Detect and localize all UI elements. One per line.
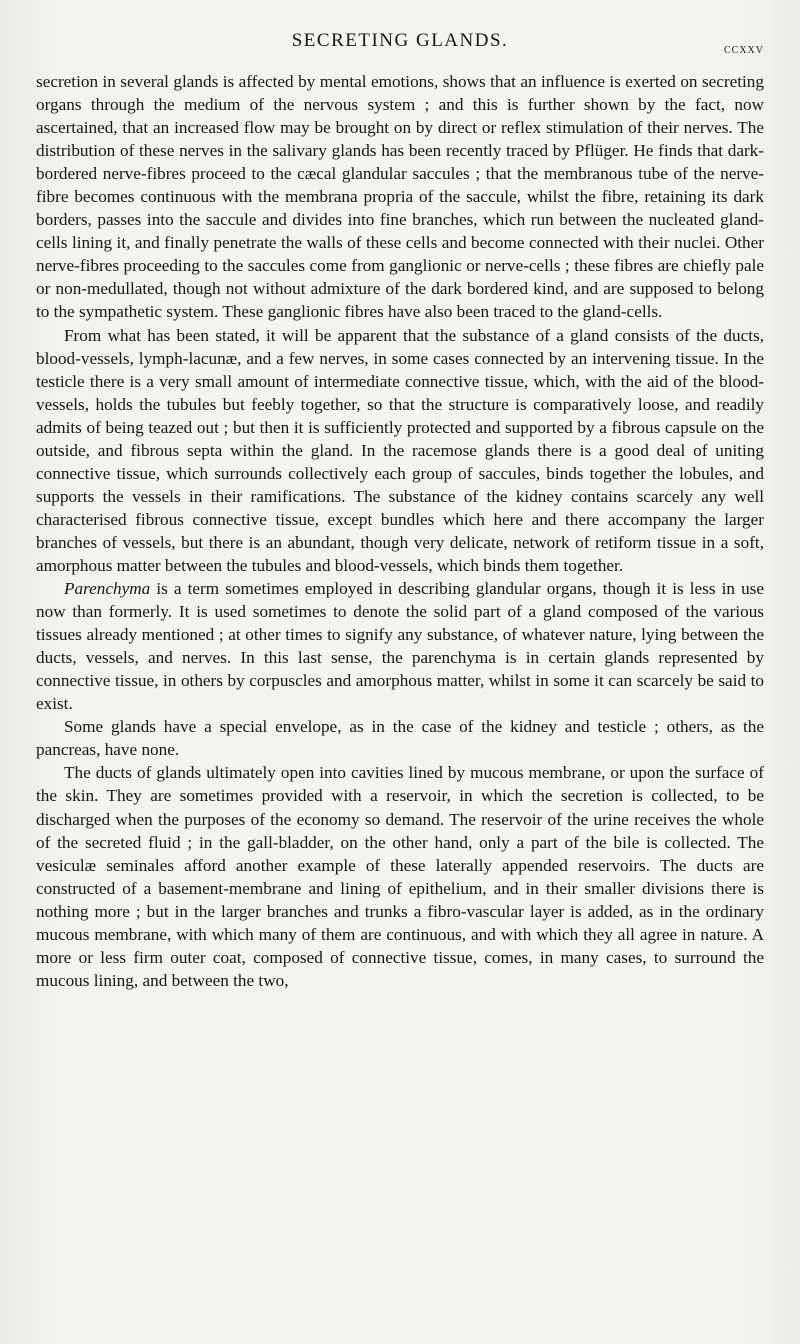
running-head (36, 30, 764, 70)
paragraph-envelope: Some glands have a special envelope, as in the case of the kidney and testicle ; others, as the pancreas, have none. (36, 717, 764, 760)
paragraph-gland-substance: From what has been stated, it will be apparent that the substance of a gland consists of the ducts, blood-vessels, lymph-lacunæ, and a few nerves, in some cases connected by an intervening tissue. In the testicle there is a very small amount of intermediate connective tissue, which, with the aid of the blood-vessels, holds the tubules but feebly together, so that the structure is comparatively loose, and readily admits of being teazed out ; but then it is sufficiently protected and supported by a fibrous capsule on the outside, and fibrous septa within the gland. In the racemose glands there is a good deal of uniting connective tissue, which surrounds collectively each group of saccules, binds together the lobules, and supports the vessels in their ramifications. The substance of the kidney contains scarcely any well characterised fibrous connective tissue, except bundles which here and there accompany the larger branches of vessels, but there is an abundant, though very delicate, network of retiform tissue in a soft, amorphous matter between the tubules and blood-vessels, which binds them together. (36, 325, 764, 575)
paragraph-nerve-supply: secretion in several glands is affected by mental emotions, shows that an influence is exerted on secreting organs through the medium of the nervous system ; and this is further shown by the fact, now ascertained, that an increased flow may be brought on by direct or reflex stimulation of their nerves. The distribution of these nerves in the salivary glands has been recently traced by Pflüger. He finds that dark-bordered nerve-fibres proceed to the cæcal glandular saccules ; that the membranous tube of the nerve-fibre becomes continuous with the membrana propria of the saccule, whilst the fibre, retaining its dark borders, passes into the saccule and divides into fine branches, which run between the nucleated gland-cells lining it, and finally penetrate the walls of these cells and become connected with their nuclei. Other nerve-fibres proceeding to the saccules come from ganglionic or nerve-cells ; these fibres are chiefly pale or non-medullated, though not without admixture of the dark bordered kind, and are supposed to belong to the sympathetic system. These ganglionic fibres have also been traced to the gland-cells. (36, 72, 764, 322)
page-number: ccxxv (723, 42, 764, 57)
paragraph-ducts: The ducts of glands ultimately open into cavities lined by mucous membrane, or upon the surface of the skin. They are sometimes provided with a reservoir, in which the secretion is collected, to be discharged when the purposes of the economy so demand. The reservoir of the urine receives the whole of the secreted fluid ; in the gall-bladder, on the other hand, only a part of the bile is collected. The vesiculæ seminales afford another example of these laterally appended reservoirs. The ducts are constructed of a basement-membrane and lining of epithelium, and in their smaller divisions there is nothing more ; but in the larger branches and trunks a fibro-vascular layer is added, as in the ordinary mucous membrane, with which many of them are continuous, and with which they all agree in nature. A more or less firm outer coat, composed of connective tissue, comes, in many cases, to surround the mucous lining, and between the two, (36, 763, 764, 990)
running-head-title: SECRETING GLANDS. (291, 30, 509, 51)
paragraph-parenchyma-text: is a term sometimes employed in describing glandular organs, though it is less in use now than formerly. It is used sometimes to denote the solid part of a gland composed of the various tissues already mentioned ; at other times to signify any substance, of whatever nature, lying between the ducts, vessels, and nerves. In this last sense, the parenchyma is in certain glands represented by connective tissue, in others by corpuscles and amorphous matter, whilst in some it can scarcely be said to exist. (36, 579, 764, 714)
body-text (36, 70, 764, 992)
paragraph-parenchyma (36, 577, 764, 715)
term-parenchyma: Parenchyma (64, 579, 151, 599)
